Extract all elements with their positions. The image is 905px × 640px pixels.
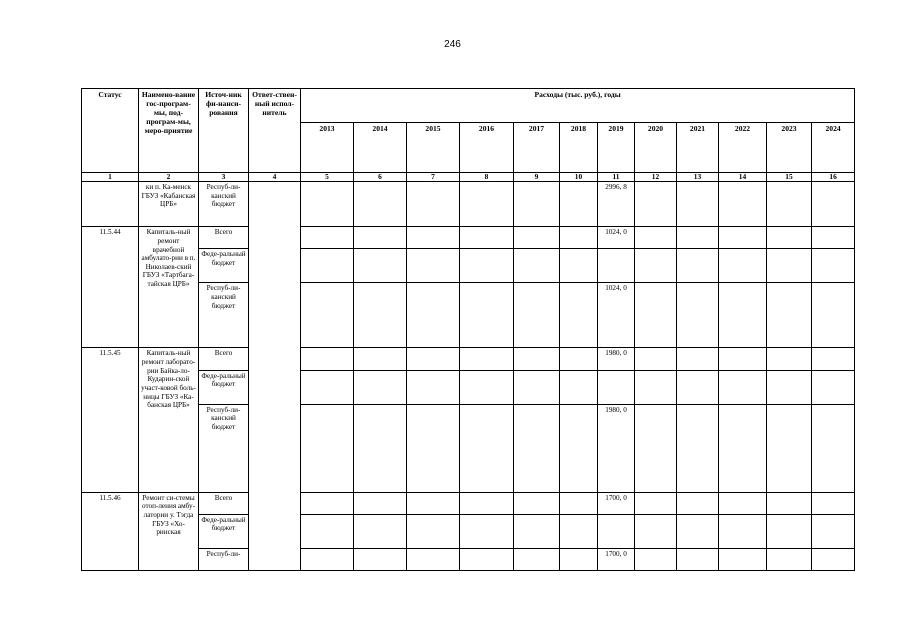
table-row [82, 182, 855, 227]
source-cell: Всего [199, 348, 249, 370]
value-2019 [598, 370, 635, 404]
value-2019: 1700, 0 [598, 492, 635, 514]
year-header: 2015 [407, 123, 460, 173]
value-2019: 1980, 0 [598, 348, 635, 370]
value-2019 [598, 514, 635, 548]
year-header: 2018 [560, 123, 598, 173]
measure-name: Капиталь-ный ремонт лаборато-рии Байка-ло-Кударин-ской участ-ковой боль-ницы ГБУЗ «Ка-банская ЦРБ» [139, 348, 199, 492]
header-status: Статус [82, 89, 139, 173]
column-number: 14 [719, 173, 767, 182]
column-number: 2 [139, 173, 199, 182]
column-number: 4 [249, 173, 301, 182]
year-header: 2016 [460, 123, 514, 173]
column-number: 7 [407, 173, 460, 182]
column-number: 16 [812, 173, 855, 182]
source-cell: Феде-ральный бюджет [199, 514, 249, 548]
column-number: 8 [460, 173, 514, 182]
year-header: 2013 [301, 123, 354, 173]
column-number: 6 [354, 173, 407, 182]
status-cell: 11.5.44 [82, 227, 139, 348]
source-cell: Респуб-ли- [199, 548, 249, 570]
source-cell: Всего [199, 227, 249, 249]
table-row [82, 227, 855, 249]
header-expenses: Расходы (тыс. руб.), годы [301, 89, 855, 123]
value-2019 [598, 249, 635, 283]
status-cell [82, 182, 139, 227]
column-number: 15 [767, 173, 812, 182]
year-header: 2024 [812, 123, 855, 173]
value-2019: 1024, 0 [598, 283, 635, 348]
source-cell: Респуб-ли-канский бюджет [199, 283, 249, 348]
status-cell: 11.5.46 [82, 492, 139, 570]
page-number: 246 [444, 39, 461, 50]
table-row [82, 348, 855, 370]
column-number: 5 [301, 173, 354, 182]
year-header: 2021 [677, 123, 719, 173]
value-2019: 1700, 0 [598, 548, 635, 570]
budget-table [81, 88, 855, 571]
column-number-row [82, 173, 855, 182]
value-2019: 1024, 0 [598, 227, 635, 249]
header-row [82, 89, 855, 123]
column-number: 3 [199, 173, 249, 182]
status-cell: 11.5.45 [82, 348, 139, 492]
value-2019: 2996, 8 [598, 182, 635, 227]
year-header: 2019 [598, 123, 635, 173]
year-header: 2017 [514, 123, 560, 173]
header-executor: Ответ-ствен-ный испол-нитель [249, 89, 301, 173]
year-header: 2014 [354, 123, 407, 173]
source-cell: Респуб-ли-канский бюджет [199, 182, 249, 227]
column-number: 13 [677, 173, 719, 182]
year-header: 2020 [635, 123, 677, 173]
measure-name: Ремонт си-стемы отоп-ления амбу-латории у. Тэгда ГБУЗ «Хо-ринская [139, 492, 199, 570]
measure-name: Капиталь-ный ремонт врачебной амбулато-рии в п. Николаев-ский ГБУЗ «Тартбага-тайская ЦРБ» [139, 227, 199, 348]
value-2019: 1980, 0 [598, 404, 635, 492]
source-cell: Респуб-ли-канский бюджет [199, 404, 249, 492]
source-cell: Феде-ральный бюджет [199, 370, 249, 404]
header-source: Источ-ник фи-нанси-рования [199, 89, 249, 173]
year-header: 2023 [767, 123, 812, 173]
column-number: 1 [82, 173, 139, 182]
table-row [82, 492, 855, 514]
executor-cell [249, 182, 301, 571]
column-number: 12 [635, 173, 677, 182]
column-number: 10 [560, 173, 598, 182]
header-name: Наимено-вание гос-програм-мы, под-програм-мы, меро-приятие [139, 89, 199, 173]
column-number: 9 [514, 173, 560, 182]
source-cell: Всего [199, 492, 249, 514]
measure-name: ки п. Ка-менск ГБУЗ «Кабанская ЦРБ» [139, 182, 199, 227]
year-header: 2022 [719, 123, 767, 173]
source-cell: Феде-ральный бюджет [199, 249, 249, 283]
column-number: 11 [598, 173, 635, 182]
